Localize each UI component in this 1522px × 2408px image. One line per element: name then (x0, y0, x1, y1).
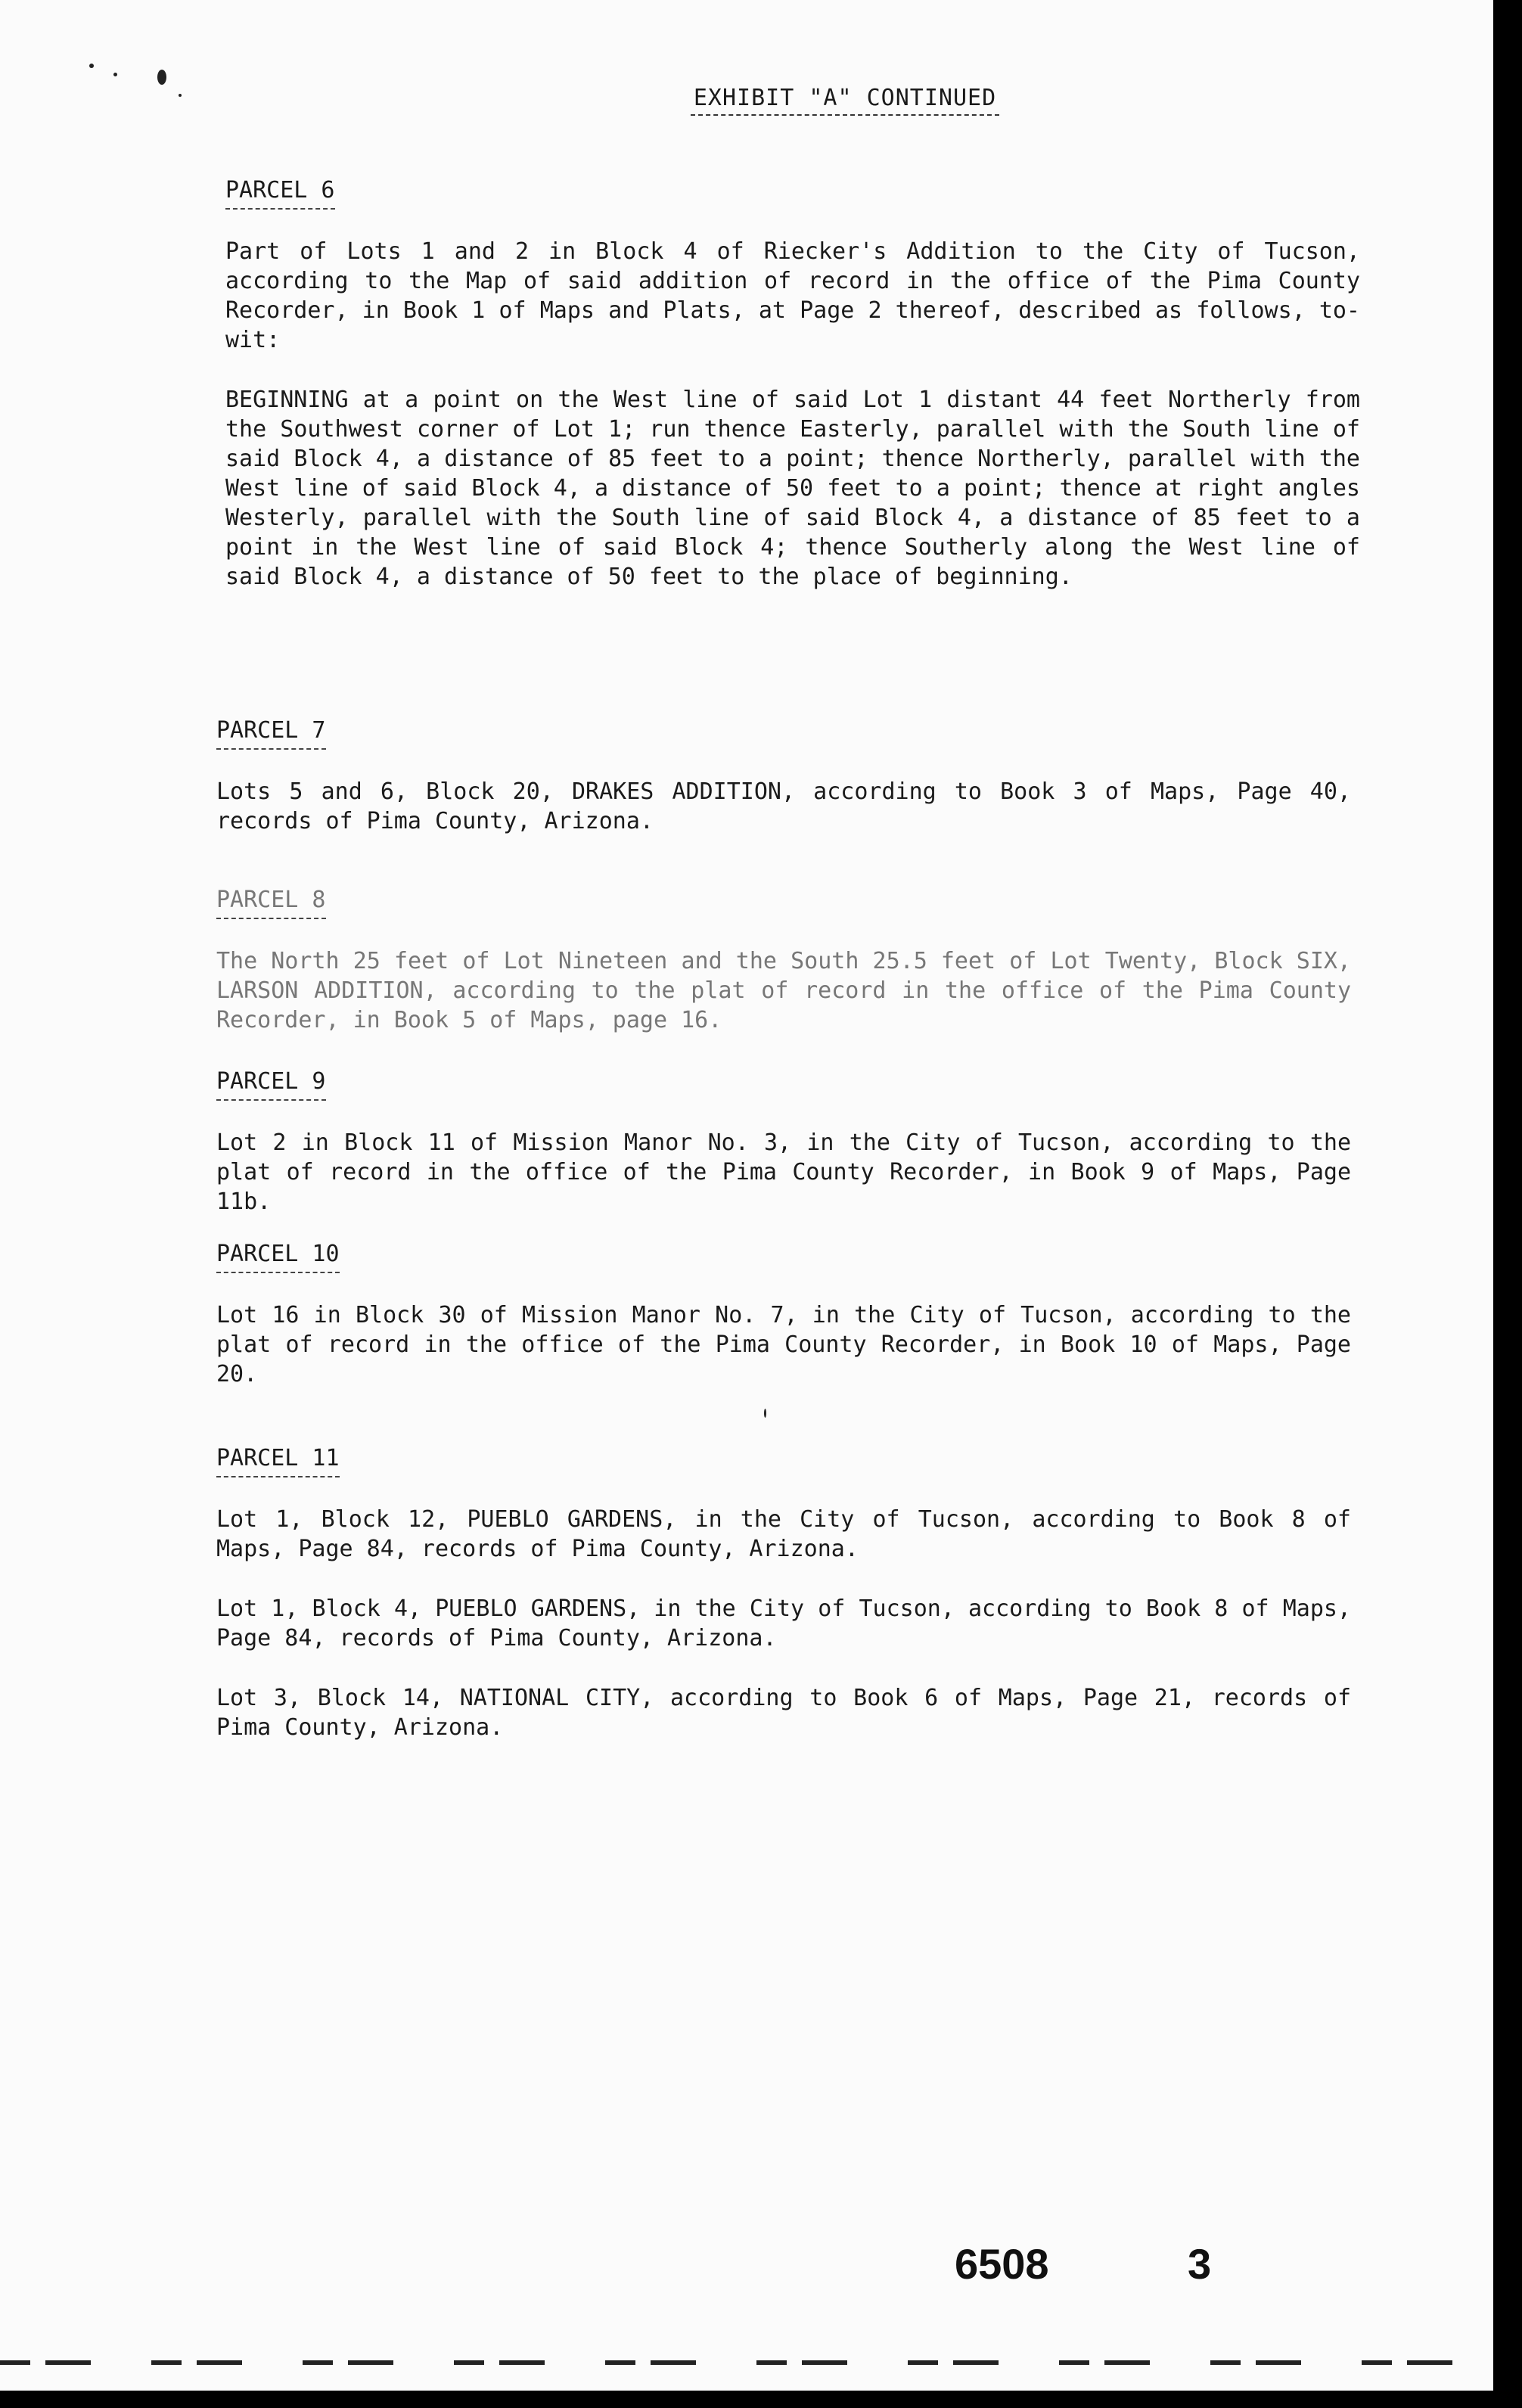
parcel-10 (216, 1241, 1351, 1419)
parcel-8 (216, 887, 1351, 1065)
parcel-heading: PARCEL 7 (216, 717, 326, 750)
parcel-heading: PARCEL 9 (216, 1068, 326, 1101)
parcel-11 (216, 1445, 1351, 1773)
parcel-heading: PARCEL 11 (216, 1445, 340, 1477)
parcel-description: Lot 16 in Block 30 of Mission Manor No. 7, in the City of Tucson, according to the plat of record in the office of the Pima County Recorder, in Book 10 of Maps, Page 20. (216, 1302, 1351, 1387)
page-number: 3 (1188, 2240, 1212, 2288)
parcel-heading: PARCEL 10 (216, 1241, 340, 1273)
parcel-description: Lot 2 in Block 11 of Mission Manor No. 3, in the City of Tucson, according to the plat of record in the office of the Pima County Recorder, in Book 9 of Maps, Page 11b. (216, 1129, 1351, 1215)
scan-edge-artifact (0, 2360, 1493, 2365)
docket-number: 6508 (955, 2240, 1049, 2288)
parcel-description: Lot 1, Block 12, PUEBLO GARDENS, in the City of Tucson, according to Book 8 of Maps, Page 84, records of Pima County, Arizona. (216, 1506, 1351, 1562)
exhibit-header (0, 85, 1493, 111)
scan-speck (89, 64, 94, 68)
parcel-heading: PARCEL 6 (225, 177, 335, 210)
parcel-description: The North 25 feet of Lot Nineteen and the South 25.5 feet of Lot Twenty, Block SIX, LARSON ADDITION, according to the plat of record in the office of the Pima County Recorder, in Book 5 of Maps, page 16. (216, 948, 1351, 1033)
parcel-heading: PARCEL 8 (216, 887, 326, 919)
parcel-description: BEGINNING at a point on the West line of said Lot 1 distant 44 feet Northerly from the Southwest corner of Lot 1; run thence Easterly, parallel with the South line of said Block 4, a distance of 85 feet to a point; thence Northerly, parallel with the West line of said Block 4, a distance of 50 feet to a point; thence at right angles Westerly, parallel with the South line of said Block 4, a distance of 85 feet to a point in the West line of said Block 4; thence Southerly along the West line of said Block 4, a distance of 50 feet to the place of beginning. (225, 387, 1360, 590)
scan-speck (113, 73, 117, 76)
parcel-9 (216, 1068, 1351, 1247)
scan-speck (157, 70, 166, 85)
parcel-7 (216, 717, 1351, 866)
parcel-description: Lot 3, Block 14, NATIONAL CITY, according to Book 6 of Maps, Page 21, records of Pima County, Arizona. (216, 1685, 1351, 1741)
parcel-description: Lots 5 and 6, Block 20, DRAKES ADDITION, according to Book 3 of Maps, Page 40, records of Pima County, Arizona. (216, 778, 1351, 834)
exhibit-title: EXHIBIT "A" CONTINUED (691, 85, 999, 116)
parcel-description: Lot 1, Block 4, PUEBLO GARDENS, in the City of Tucson, according to Book 8 of Maps, Page 84, records of Pima County, Arizona. (216, 1595, 1351, 1651)
parcel-6 (225, 177, 1360, 622)
parcel-description: Part of Lots 1 and 2 in Block 4 of Riecker's Addition to the City of Tucson, according to the Map of said addition of record in the office of the Pima County Recorder, in Book 1 of Maps and Plats, at Page 2 thereof, described as follows, to-wit: (225, 238, 1360, 353)
